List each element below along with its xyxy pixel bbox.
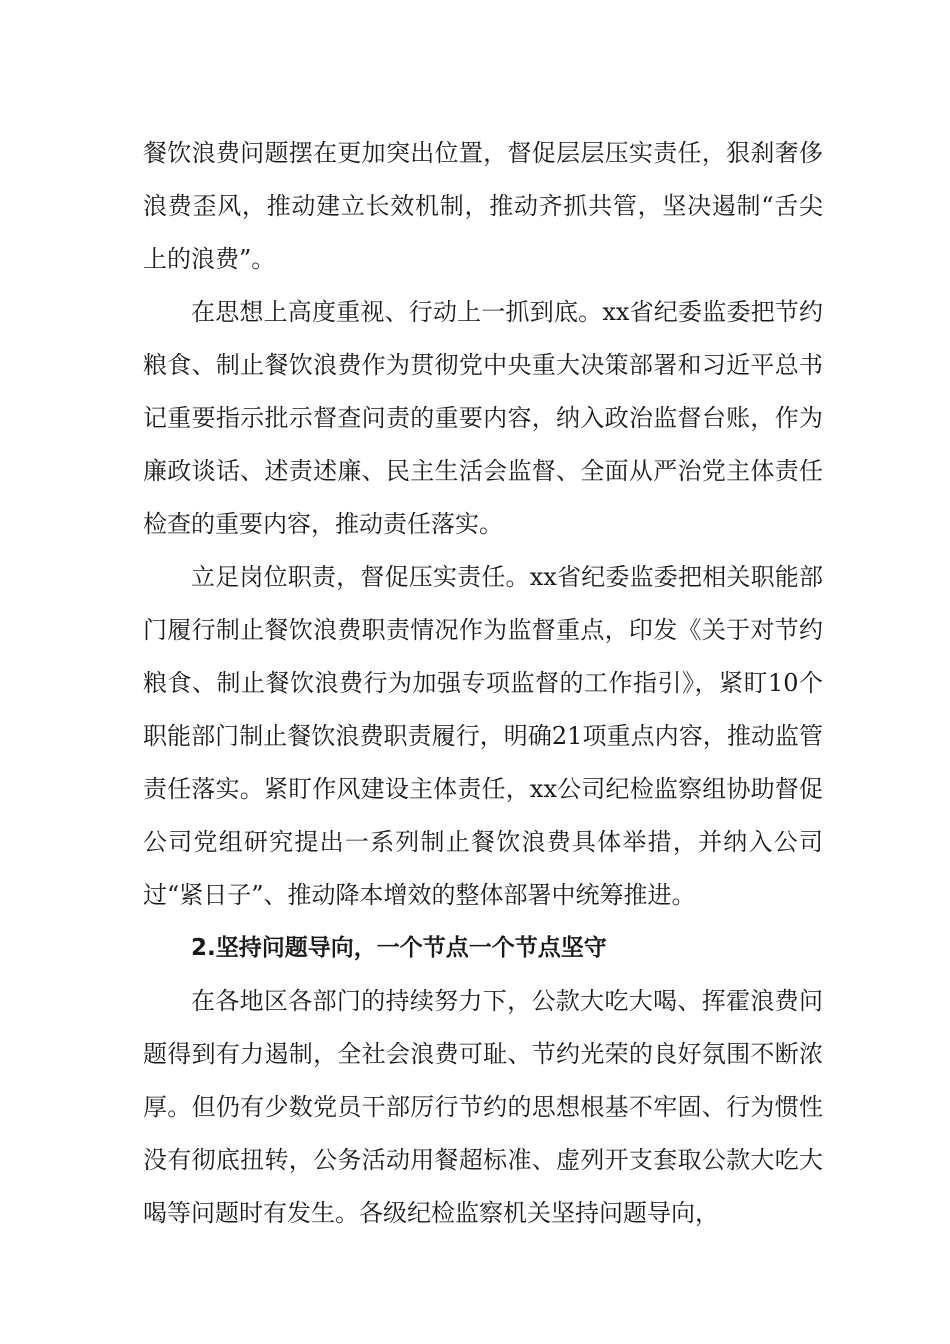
paragraph-thought-action: 在思想上高度重视、行动上一抓到底。xx省纪委监委把节约粮食、制止餐饮浪费作为贯彻党中央重大决策部署和习近平总书记重要指示批示督查问责的重要内容，纳入政治监督台账，作为廉政谈话、述责述廉、民主生活会监督、全面从严治党主体责任检查的重要内容，推动责任落实。 xyxy=(143,298,823,538)
paragraph-responsibility: 立足岗位职责，督促压实责任。xx省纪委监委把相关职能部门履行制止餐饮浪费职责情况作为监督重点，印发《关于对节约粮食、制止餐饮浪费行为加强专项监督的工作指引》，紧盯10个职能部门制止餐饮浪费职责履行，明确21项重点内容，推动监管责任落实。紧盯作风建设主体责任，xx公司纪检监察组协助督促公司党组研究提出一系列制止餐饮浪费具体举措，并纳入公司过“紧日子”、推动降本增效的整体部署中统筹推进。 xyxy=(143,563,823,909)
paragraph-continuation: 餐饮浪费问题摆在更加突出位置，督促层层压实责任，狠刹奢侈浪费歪风，推动建立长效机制，推动齐抓共管，坚决遏制“舌尖上的浪费”。 xyxy=(143,139,823,273)
document-body xyxy=(143,127,823,1240)
section-heading: 2.坚持问题导向，一个节点一个节点坚守 xyxy=(191,935,607,961)
paragraph-problem-oriented: 在各地区各部门的持续努力下，公款大吃大喝、挥霍浪费问题得到有力遏制，全社会浪费可耻、节约光荣的良好氛围不断浓厚。但仍有少数党员干部厉行节约的思想根基不牢固、行为惯性没有彻底扭转，公务活动用餐超标准、虚列开支套取公款大吃大喝等问题时有发生。各级纪检监察机关坚持问题导向， xyxy=(143,987,823,1227)
